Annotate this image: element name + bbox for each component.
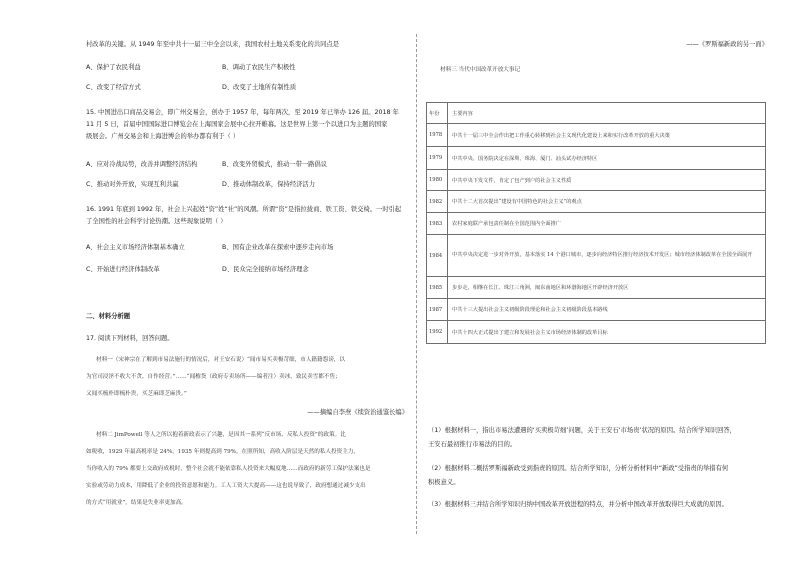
table-row xyxy=(427,124,766,147)
q15-stem-line-1: 15. 中国进出口商品交易会，即广州交易会，创办于 1957 年，每年两次，至 2019 年已举办 126 届。2018 年 xyxy=(86,109,399,116)
table-header-row xyxy=(427,103,766,124)
row-event: 步步走，相继在长江、珠江三角洲，闽东南地区和环渤海地区开辟经济开放区 xyxy=(448,277,766,299)
row-event: 中共十一届三中全会作出把工作重心转移到社会主义现代化建设上来和实行改革开放的重大决策 xyxy=(448,124,766,147)
table-row xyxy=(427,147,766,170)
table-row xyxy=(427,191,766,213)
row-year: 1983 xyxy=(427,213,448,235)
row-year: 1978 xyxy=(427,124,448,147)
section-title: 二、材料分析题 xyxy=(86,313,131,320)
material1-source: ——摘编自李焘《续资治通鉴长编》 xyxy=(307,409,408,416)
q14-option-b[interactable]: B、调动了农民生产积极性 xyxy=(222,64,296,71)
row-year: 1992 xyxy=(427,321,448,344)
q15-stem-line-3: 级展会。广州交易会和上海进博会的举办都有利于（ ） xyxy=(86,133,240,140)
q16-stem-line-2: 了全国性的社会科学讨论热潮。这些现象说明（ ） xyxy=(86,218,227,225)
row-year: 1979 xyxy=(427,147,448,170)
header-event: 主要内容 xyxy=(448,103,766,124)
row-year: 1987 xyxy=(427,299,448,321)
q14-stem-tail: 村改革的关键。从 1949 年至中共十一届三中全会以来，我国农村土地关系变化的共同点是 xyxy=(86,41,340,48)
q15-option-d[interactable]: D、推动体制改革，保持经济活力 xyxy=(222,181,316,188)
row-event: 中共中央下发文件，肯定了包产到户的社会主义性质 xyxy=(448,170,766,191)
q14-option-c[interactable]: C、改变了经营方式 xyxy=(86,84,141,91)
material1-line-1: 材料一（宋神宗在了解到市易法施行的情况后，对王安石说）“闻市易买卖极苛细，市人籍籍怨谤，以 xyxy=(96,357,345,363)
row-event: 中共十二大首次提出“建设有中国特色的社会主义”的观点 xyxy=(448,191,766,213)
material2-line-3: 当你收入的 79% 都要上交政府成税时，整个社会就不能依靠私人投资来大幅度地……而政府的新劳工保护法案也是 xyxy=(86,466,371,472)
q16-option-a[interactable]: A、社会主义市场经济体制基本确立 xyxy=(86,244,185,251)
material2-line-5: 的方式“用就业”，结果是失业率更加高。 xyxy=(86,500,187,506)
q16-option-d[interactable]: D、民众完全接纳市场经济理念 xyxy=(222,266,309,273)
q14-option-d[interactable]: D、改变了土地所有制性质 xyxy=(222,84,297,91)
table-row xyxy=(427,277,766,299)
row-event: 中共十三大提出社会主义初级阶段理论和社会主义初级阶段基本路线 xyxy=(448,299,766,321)
row-event: 中共中央、国务院决定在深圳、珠海、厦门、汕头试办经济特区 xyxy=(448,147,766,170)
header-year: 年份 xyxy=(427,103,448,124)
q14-option-a[interactable]: A、保护了农民利益 xyxy=(86,64,141,71)
column-divider xyxy=(416,34,417,534)
row-event: 中共十四大正式提出了建立和发展社会主义市场经济体制的改革目标 xyxy=(448,321,766,344)
table-row xyxy=(427,170,766,191)
material2-line-2: 如税收，1929 年最高税率是 24%，1935 年则提高到 79%。在照所知，高收入阶层是天然的私人投资主力， xyxy=(86,449,360,455)
table-row xyxy=(427,321,766,344)
row-year: 1982 xyxy=(427,191,448,213)
question-2-line-2: 积极意义。 xyxy=(428,479,460,486)
material3-title: 材料三 当代中国改革开放大事记 xyxy=(440,67,521,73)
table-row xyxy=(427,299,766,321)
q15-option-c[interactable]: C、推动对外开放，实现互利共赢 xyxy=(86,181,179,188)
q15-option-a[interactable]: A、应对冷战局势，改善并调整经济结构 xyxy=(86,161,198,168)
table-row xyxy=(427,235,766,277)
row-year: 1985 xyxy=(427,277,448,299)
table-row xyxy=(427,213,766,235)
material2-line-1: 材料二 JimPowell 等人之所以抱着新政表示了兴趣，是因其一系列“反市场、反私人投资”的政策。比 xyxy=(96,432,346,438)
question-1-line-1: （1）根据材料一，指出市易法遭遇的‘买卖极苛细’问题，关于王安石‘市场贵’状况的原因。结合所学知识回答， xyxy=(428,427,736,434)
row-event: 中共中央决定进一步对外开放，基本落实 14 个港口城市，逐步向经济特区推行经济技术开发区；城市经济体制改革在全国全面展开 xyxy=(448,235,766,277)
q16-option-b[interactable]: B、国有企业改革在探索中逐步走向市场 xyxy=(222,244,334,251)
material2-line-4: 实验或劳动力成本，用降低了企业的投资意愿和能力。工人工资大大提高——这也说导致了，政府想通过减少支出 xyxy=(86,483,366,489)
material1-line-3: 又闻买梳朴即梳朴贵，买芝麻即芝麻贵。” xyxy=(86,391,187,397)
row-year: 1980 xyxy=(427,170,448,191)
q15-stem-line-2: 11 月 5 日，首届中国国际进口博览会在上海国家会展中心拉开帷幕。这是世界上第一个以进口为主题的国家 xyxy=(86,121,388,128)
q15-option-b[interactable]: B、改变外贸模式，推动一带一路倡议 xyxy=(222,161,328,168)
q16-option-c[interactable]: C、开始进行经济体制改革 xyxy=(86,266,160,273)
question-3: （3）根据材料三并结合所学知识归纳中国改革开放进程的特点，并分析中国改革开放取得巨大成就的原因。 xyxy=(428,501,728,508)
row-year: 1984 xyxy=(427,235,448,277)
q16-stem-line-1: 16. 1991 年底到 1992 年，社会上兴起姓“资”姓“社”的风潮。所谓“资”是指拉拢商、铁工资、铁交椅。一时引起 xyxy=(86,206,402,213)
row-event: 农村家庭联产承包责任制在全国范围内全面推广 xyxy=(448,213,766,235)
reform-timeline-table xyxy=(426,102,766,344)
material2-source: ——《罗斯福新政的另一面》 xyxy=(686,41,768,48)
material1-line-2: 为官司浸淫不收大不贪，自作经营。”……“闻榷货（政府专卖场所——编者注）卖冰，致民卖雪都不售； xyxy=(86,374,341,380)
question-1-line-2: 王安石最初推行市易法的目的。 xyxy=(428,441,517,448)
q17-intro: 17. 阅读下列材料，回答问题。 xyxy=(86,335,174,342)
question-2-line-1: （2）根据材料二概括罗斯福新政受到指责的原因。结合所学知识，分析分析材料中“新政”受指责的举措有何 xyxy=(428,465,729,472)
